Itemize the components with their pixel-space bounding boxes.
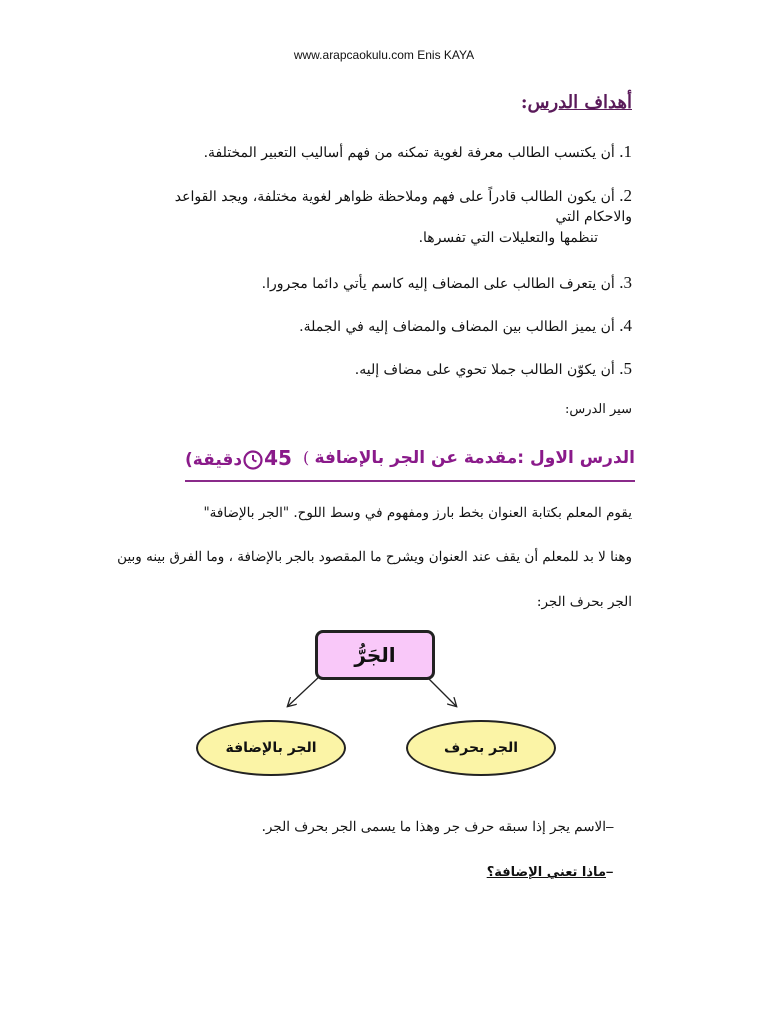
paragraph-explanation-line2: الجر بحرف الجر: bbox=[536, 594, 632, 610]
goal-text: أن يكون الطالب قادراً على فهم وملاحظة ظواهر لغوية مختلفة، ويجد القواعد والاحكام التي bbox=[174, 189, 632, 225]
bullet-dash: – bbox=[606, 864, 614, 879]
header-url: www.arapcaokulu.com Enis KAYA bbox=[293, 48, 475, 62]
duration-unit: دقيقة) bbox=[185, 450, 243, 470]
goal-item-2 bbox=[132, 186, 632, 227]
bullet-dash: – bbox=[606, 819, 614, 834]
lesson-title: الدرس الاول :مقدمة عن الجر بالإضافة bbox=[314, 448, 635, 468]
bullet-text: الاسم يجر إذا سبقه حرف جر وهذا ما يسمى الجر بحرف الجر. bbox=[261, 819, 606, 835]
bullet-item-question bbox=[112, 862, 632, 883]
bullet-question-text: ماذا تعني الإضافة؟ bbox=[486, 865, 606, 880]
goals-title-text: أهداف الدرس bbox=[527, 92, 632, 113]
paragraph-title-instruction: يقوم المعلم بكتابة العنوان بخط بارز ومفهوم في وسط اللوح. "الجر بالإضافة" bbox=[203, 505, 632, 521]
goal-item-2-continuation: تنظمها والتعليلات التي تفسرها. bbox=[418, 230, 598, 246]
diagram-left-ellipse: الجر بالإضافة bbox=[196, 720, 346, 776]
diagram-root-box: الجَرُّ bbox=[315, 630, 435, 680]
goal-number: 3. bbox=[619, 273, 632, 292]
bullet-item bbox=[112, 817, 632, 837]
goal-item-4 bbox=[132, 316, 632, 337]
clock-icon bbox=[242, 449, 264, 471]
goal-text: أن يكتسب الطالب معرفة لغوية تمكنه من فهم أساليب التعبير المختلفة. bbox=[203, 145, 615, 161]
lesson-open-paren: ( bbox=[303, 448, 310, 467]
goal-text: أن يميز الطالب بين المضاف والمضاف إليه في الجملة. bbox=[299, 319, 615, 335]
goal-number: 4. bbox=[619, 316, 632, 335]
paragraph-explanation-line1: وهنا لا بد للمعلم أن يقف عند العنوان ويشرح ما المقصود بالجر بالإضافة ، وما الفرق بينه وبين bbox=[117, 549, 632, 565]
lesson-duration bbox=[185, 446, 292, 471]
duration-number: 45 bbox=[264, 446, 292, 470]
arrow-to-left-child bbox=[288, 676, 320, 706]
goals-title bbox=[521, 92, 632, 113]
goal-number: 5. bbox=[619, 359, 632, 378]
lesson-heading bbox=[185, 446, 635, 482]
goal-number: 1. bbox=[619, 142, 632, 161]
goal-item-1 bbox=[132, 142, 632, 163]
goal-text: أن يكوّن الطالب جملا تحوي على مضاف إليه. bbox=[354, 362, 615, 378]
goal-item-5 bbox=[132, 359, 632, 380]
arrow-to-right-child bbox=[426, 676, 456, 706]
goal-text: أن يتعرف الطالب على المضاف إليه كاسم يأتي دائما مجرورا. bbox=[261, 276, 615, 292]
lesson-plan-label: سير الدرس: bbox=[564, 402, 632, 417]
diagram-right-ellipse: الجر بحرف bbox=[406, 720, 556, 776]
goal-item-3 bbox=[132, 273, 632, 294]
goals-title-colon: : bbox=[520, 92, 528, 113]
goal-number: 2. bbox=[619, 186, 632, 205]
